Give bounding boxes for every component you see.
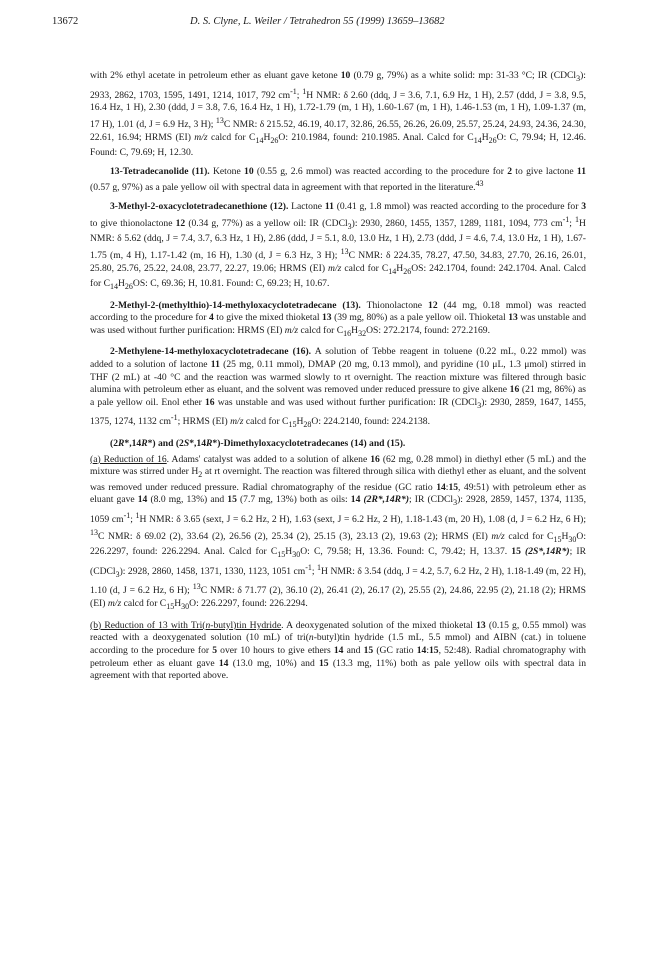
- paragraph-compound-16: 2-Methylene-14-methyloxacyclotetradecane (16). A solution of Tebbe reagent in toluene (0.22 mL, 0.22 mmol) was added to a solution of lactone 11 (25 mg, 0.11 mmol), DMAP (20 mg, 0.13 mmol), and pyridine (10 μL, 1.3 μmol) stirred in THF (2 mL) at -40 °C and the reaction was warmed slowly to rt overnight. The reaction mixture was filtered through basic alumina with petroleum ether as eluant, and the solvent was removed under reduced pressure to give alkene 16 (21 mg, 86%) as a pale yellow oil. Enol ether 16 was unstable and was used without further purification: IR (CDCl$_3$): 2930, 2859, 1647, 1455, 1375, 1274, 1132 $cm^{-1}$; HRMS (EI) m/z calcd for $C_{15}H_{28}O$: 224.2140, found: 224.2138.: [90, 346, 586, 430]
- compound-heading: 13-Tetradecanolide (11).: [110, 165, 210, 177]
- page-header: [52, 14, 620, 30]
- page-number: 13672: [52, 16, 79, 27]
- compound-ref: 10: [340, 70, 351, 81]
- paragraph-compound-12: 3-Methyl-2-oxacyclotetradecanethione (12). Lactone 11 (0.41 g, 1.8 mmol) was reacted according to the procedure for 3 to give thionolactone 12 (0.34 g, 77%) as a yellow oil: IR (CDCl$_3$): 2930, 2860, 1455, 1357, 1289, 1181, 1094, 773 $cm^{-1}$; $^1$H NMR: δ 5.62 (ddq, J = 7.4, 3.7, 6.3 Hz, 1 H), 2.86 (ddd, J = 5.1, 8.0, 13.0 Hz, 1 H), 2.73 (ddd, J = 4.6, 7.4, 13.0 Hz, 1 H), 1.67-1.75 (m, 4 H), 1.17-1.42 (m, 16 H), 1.30 (d, J = 6.3 Hz, 3 H); $^{13}$C NMR: δ 224.35, 78.27, 47.50, 34.83, 27.70, 26.16, 26.01, 25.80, 25.76, 25.22, 24.08, 23.77, 22.27, 19.06; HRMS (EI) m/z calcd for $C_{14}H_{26}OS$: 242.1704, found: 242.1704. Anal. Calcd for $C_{14}H_{26}OS$: C, 69.36; H, 10.81. Found: C, 69.23; H, 10.67.: [90, 201, 587, 292]
- paragraph-reduction-a: (a) Reduction of 16. Adams' catalyst was added to a solution of alkene 16 (62 mg, 0.28 mmol) in diethyl ether (5 mL) and the mixture was stirred under $H_2$ at rt overnight. The reaction was filtered through silica with diethyl ether as eluant, and the solvent was removed under reduced pressure. Radial chromatography of the residue (GC ratio 14:15, 49:51) with petroleum ether as eluant gave 14 (8.0 mg, 13%) and 15 (7.7 mg, 13%) both as oils: 14 (2R*,14R*); IR (CDCl$_3$): 2928, 2859, 1457, 1374, 1135, 1059 $cm^{-1}$; $^1$H NMR: δ 3.65 (sext, J = 6.2 Hz, 2 H), 1.63 (sext, J = 6.2 Hz, 2 H), 1.18-1.43 (m, 20 H), 1.08 (d, J = 6.2 Hz, 6 H); $^{13}$C NMR: δ 69.02 (2), 33.64 (2), 26.56 (2), 25.34 (2), 25.15 (3), 23.13 (2), 19.63 (2); HRMS (EI) m/z calcd for $C_{15}H_{30}O$: 226.2297, found: 226.2294. Anal. Calcd for $C_{15}H_{30}O$: C, 79.58; H, 13.36. Found: C, 79.42; H, 13.37. 15 (2S*,14R*); IR (CDCl$_3$): 2928, 2860, 1458, 1371, 1330, 1123, 1051 $cm^{-1}$; $^1$H NMR: δ 3.54 (ddq, J = 4.2, 5.7, 6.2 Hz, 2 H), 1.18-1.49 (m, 22 H), 1.10 (d, J = 6.2 Hz, 6 H); $^{13}$C NMR: δ 71.77 (2), 36.10 (2), 26.41 (2), 26.17 (2), 25.55 (2), 24.86, 22.95 (2), 21.18 (2); HRMS (EI) m/z calcd for $C_{15}H_{30}O$: 226.2297, found: 226.2294.: [90, 453, 586, 612]
- paragraph-ketone-10-continuation: with 2% ethyl acetate in petroleum ether as eluant gave ketone 10 (0.79 g, 79%) as a white solid: mp: 31-33 °C; IR (CDCl$_3$): 2933, 2862, 1703, 1595, 1491, 1214, 1017, 792 $cm^{-1}$; $^1$H NMR: δ 2.60 (ddq, J = 3.6, 7.1, 6.9 Hz, 1 H), 2.57 (ddd, J = 3.8, 9.5, 16.4 Hz, 1 H), 2.30 (ddd, J = 3.8, 7.6, 16.4 Hz, 1 H), 1.72-1.79 (m, 1 H), 1.60-1.67 (m, 1 H), 1.46-1.53 (m, 1 H), 1.09-1.37 (m, 17 H), 1.01 (d, J = 6.9 Hz, 3 H); $^{13}$C NMR: δ 215.52, 46.19, 40.17, 32.86, 26.55, 26.26, 26.09, 25.57, 25.24, 24.93, 24.36, 24.30, 22.61, 16.94; HRMS (EI) m/z calcd for $C_{14}H_{26}O$: 210.1984, found: 210.1985. Anal. Calcd for $C_{14}H_{26}O$: C, 79.94; H, 12.46. Found: C, 79.69; H, 12.30.: [90, 70, 586, 159]
- article-body: [90, 70, 586, 689]
- section-heading-14-15: (2R*,14R*) and (2S*,14R*)-Dimethyloxacyclotetradecanes (14) and (15).: [110, 438, 406, 450]
- compound-heading: 3-Methyl-2-oxacyclotetradecanethione (12).: [110, 201, 289, 213]
- compound-heading: 2-Methyl-2-(methylthio)-14-methyloxacyclotetradecane (13).: [110, 299, 361, 311]
- paragraph-compound-11: 13-Tetradecanolide (11). Ketone 10 (0.55 g, 2.6 mmol) was reacted according to the procedure for 2 to give lactone 11 (0.57 g, 97%) as a pale yellow oil with spectral data in agreement with that reported in the literature.$^{43}$: [90, 165, 586, 194]
- subsection-label-a: (a) Reduction of 16: [90, 453, 167, 465]
- citation-ref: 43: [475, 179, 484, 189]
- running-title: D. S. Clyne, L. Weiler / Tetrahedron 55 (1999) 13659–13682: [190, 16, 445, 27]
- subsection-label-b: (b) Reduction of 13 with Tri(n-butyl)tin Hydride: [90, 619, 282, 631]
- compound-heading: 2-Methylene-14-methyloxacyclotetradecane (16).: [110, 346, 312, 358]
- paragraph-reduction-b: (b) Reduction of 13 with Tri(n-butyl)tin Hydride. A deoxygenated solution of the mixed thioketal 13 (0.15 g, 0.55 mmol) was reacted with a deoxygenated solution (10 mL) of tri(n-butyl)tin hydride (1.5 mL, 5.5 mmol) and AIBN (cat.) in toluene according to the procedure for 5 over 10 hours to give ethers 14 and 15 (GC ratio 14:15, 52:48). Radial chromatography with petroleum ether as eluant gave 14 (13.0 mg, 10%) and 15 (13.3 mg, 11%) both as pale yellow oils with spectral data in agreement with that reported above.: [90, 619, 586, 682]
- paragraph-compound-13: 2-Methyl-2-(methylthio)-14-methyloxacyclotetradecane (13). Thionolactone 12 (44 mg, 0.18 mmol) was reacted according to the procedure for 4 to give the mixed thioketal 13 (39 mg, 80%) as a pale yellow oil. Thioketal 13 was unstable and was used without further purification: HRMS (EI) m/z calcd for $C_{16}H_{32}OS$: 272.2174, found: 272.2169.: [90, 299, 586, 338]
